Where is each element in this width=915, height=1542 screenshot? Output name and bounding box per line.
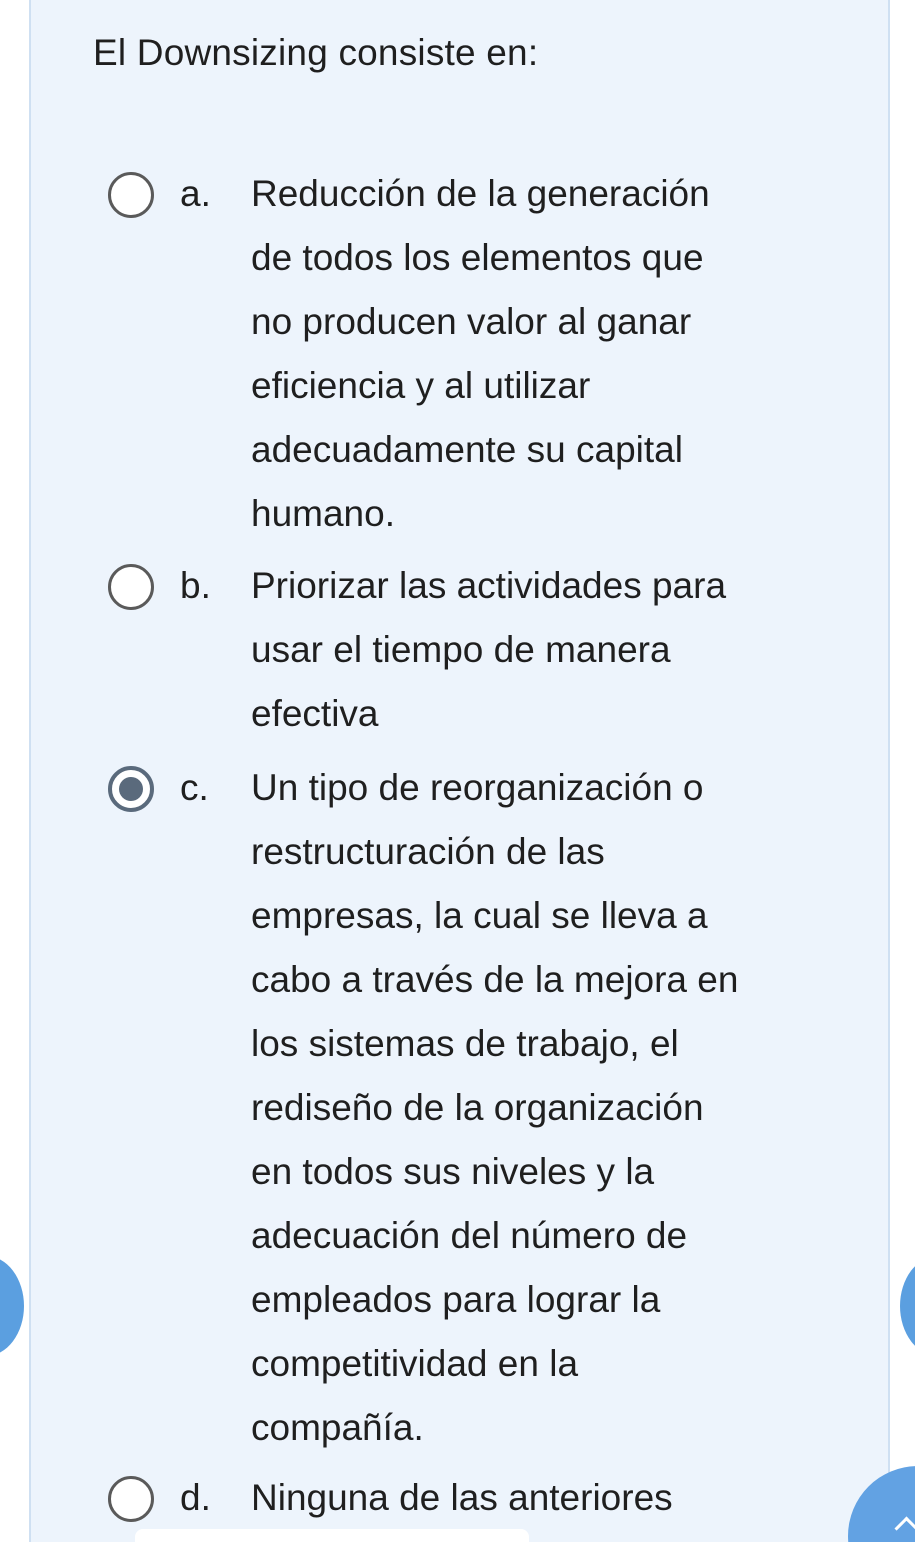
option-d-radio[interactable] <box>108 1476 154 1522</box>
option-c-line: cabo a través de la mejora en <box>251 959 739 1000</box>
option-a-line: de todos los elementos que <box>251 237 704 278</box>
option-c-letter: c. <box>180 767 209 808</box>
option-a-line: adecuadamente su capital <box>251 429 683 470</box>
option-b[interactable] <box>108 554 828 746</box>
option-a-line: eficiencia y al utilizar <box>251 365 591 406</box>
option-a[interactable] <box>108 162 828 546</box>
option-b-text <box>251 554 841 746</box>
option-c-line: los sistemas de trabajo, el <box>251 1023 679 1064</box>
option-b-line: efectiva <box>251 693 379 734</box>
option-c-line: Un tipo de reorganización o <box>251 767 704 808</box>
option-a-letter: a. <box>180 173 211 214</box>
option-c-radio[interactable] <box>108 766 154 812</box>
option-a-line: no producen valor al ganar <box>251 301 692 342</box>
option-c-line: empleados para lograr la <box>251 1279 661 1320</box>
bottom-strip <box>135 1529 529 1542</box>
radio-selected-dot <box>119 777 143 801</box>
option-b-radio[interactable] <box>108 564 154 610</box>
option-d[interactable] <box>108 1466 828 1530</box>
option-c-line: empresas, la cual se lleva a <box>251 895 708 936</box>
option-c-line: competitividad en la <box>251 1343 579 1384</box>
option-b-line: Priorizar las actividades para <box>251 565 727 606</box>
option-a-line: humano. <box>251 493 395 534</box>
option-b-letter: b. <box>180 565 211 606</box>
option-d-text <box>251 1466 841 1530</box>
option-a-text <box>251 162 841 546</box>
option-a-line: Reducción de la generación <box>251 173 710 214</box>
option-d-line: Ninguna de las anteriores <box>251 1477 673 1518</box>
option-b-line: usar el tiempo de manera <box>251 629 671 670</box>
option-c-text <box>251 756 841 1460</box>
previous-nav-icon[interactable] <box>0 1256 24 1356</box>
option-c-line: compañía. <box>251 1407 424 1448</box>
question-title: El Downsizing consiste en: <box>93 32 539 73</box>
option-a-radio[interactable] <box>108 172 154 218</box>
next-nav-icon[interactable] <box>900 1256 915 1356</box>
option-c-line: restructuración de las <box>251 831 605 872</box>
option-c-line: adecuación del número de <box>251 1215 688 1256</box>
option-c-line: en todos sus niveles y la <box>251 1151 655 1192</box>
option-c[interactable] <box>108 756 828 1460</box>
option-c-line: rediseño de la organización <box>251 1087 704 1128</box>
option-d-letter: d. <box>180 1477 211 1518</box>
chevron-up-icon <box>894 1516 915 1540</box>
